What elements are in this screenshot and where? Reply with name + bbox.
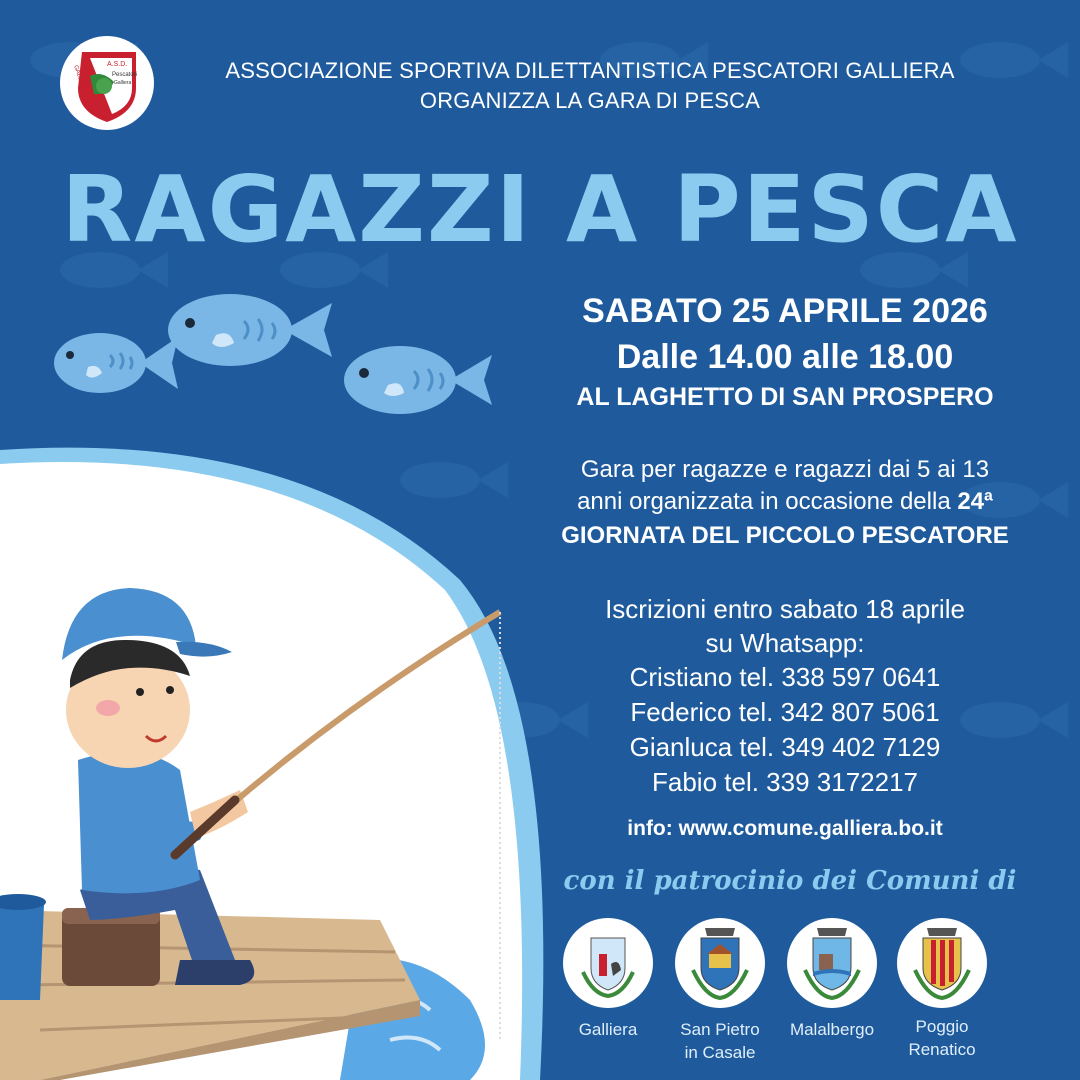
header-line-1: ASSOCIAZIONE SPORTIVA DILETTANTISTICA PESCATORI GALLIERA (225, 58, 955, 83)
fish-icon (54, 333, 178, 393)
shield-icon (60, 36, 154, 130)
svg-text:GALLIERA: GALLIERA (72, 64, 88, 95)
contact-federico: Federico tel. 342 807 5061 (630, 697, 940, 727)
event-date: SABATO 25 APRILE 2026 (582, 292, 988, 330)
malalbergo-crest (787, 918, 877, 1008)
contact-cristiano: Cristiano tel. 338 597 0641 (629, 662, 941, 692)
crest-icon (563, 918, 653, 1008)
registration-line-1: Iscrizioni entro sabato 18 aprile (605, 594, 965, 624)
crest-icon (675, 918, 765, 1008)
description-line-1: Gara per ragazze e ragazzi dai 5 ai 13 (580, 456, 990, 483)
svg-text:Pescatori: Pescatori (112, 72, 138, 78)
municipality-malalbergo: Malalbergo (789, 1020, 875, 1039)
fishing-boy-illustration (0, 440, 560, 1080)
municipality-poggio-renatico: Poggio Renatico (908, 1017, 976, 1059)
description-line-2: anni organizzata in occasione della 24ª (577, 488, 993, 515)
registration-line-2: su Whatsapp: (705, 628, 865, 658)
municipality-san-pietro-in-casale: San Pietro in Casale (680, 1020, 760, 1062)
header-line-2: ORGANIZZA LA GARA DI PESCA (419, 88, 761, 113)
svg-text:A.S.D.: A.S.D. (107, 61, 128, 68)
fish-illustration (40, 285, 500, 435)
patronage-label: con il patrocinio dei Comuni di (563, 866, 1017, 896)
san-pietro-in-casale-crest (675, 918, 765, 1008)
association-logo (60, 36, 154, 130)
poggio-renatico-crest (897, 918, 987, 1008)
crest-icon (897, 918, 987, 1008)
svg-text:Galliera: Galliera (114, 80, 132, 86)
galliera-crest (563, 918, 653, 1008)
page-title: RAGAZZI A PESCA (61, 156, 1019, 263)
description-line-3: GIORNATA DEL PICCOLO PESCATORE (561, 522, 1009, 549)
contact-fabio: Fabio tel. 339 3172217 (652, 767, 918, 797)
fish-icon (168, 294, 332, 366)
fish-icon (344, 346, 492, 414)
municipality-galliera: Galliera (578, 1020, 638, 1039)
crest-icon (787, 918, 877, 1008)
contact-gianluca: Gianluca tel. 349 402 7129 (629, 732, 941, 762)
info-link[interactable]: info: www.comune.galliera.bo.it (627, 817, 943, 840)
event-place: AL LAGHETTO DI SAN PROSPERO (576, 383, 994, 411)
event-time: Dalle 14.00 alle 18.00 (616, 338, 954, 376)
